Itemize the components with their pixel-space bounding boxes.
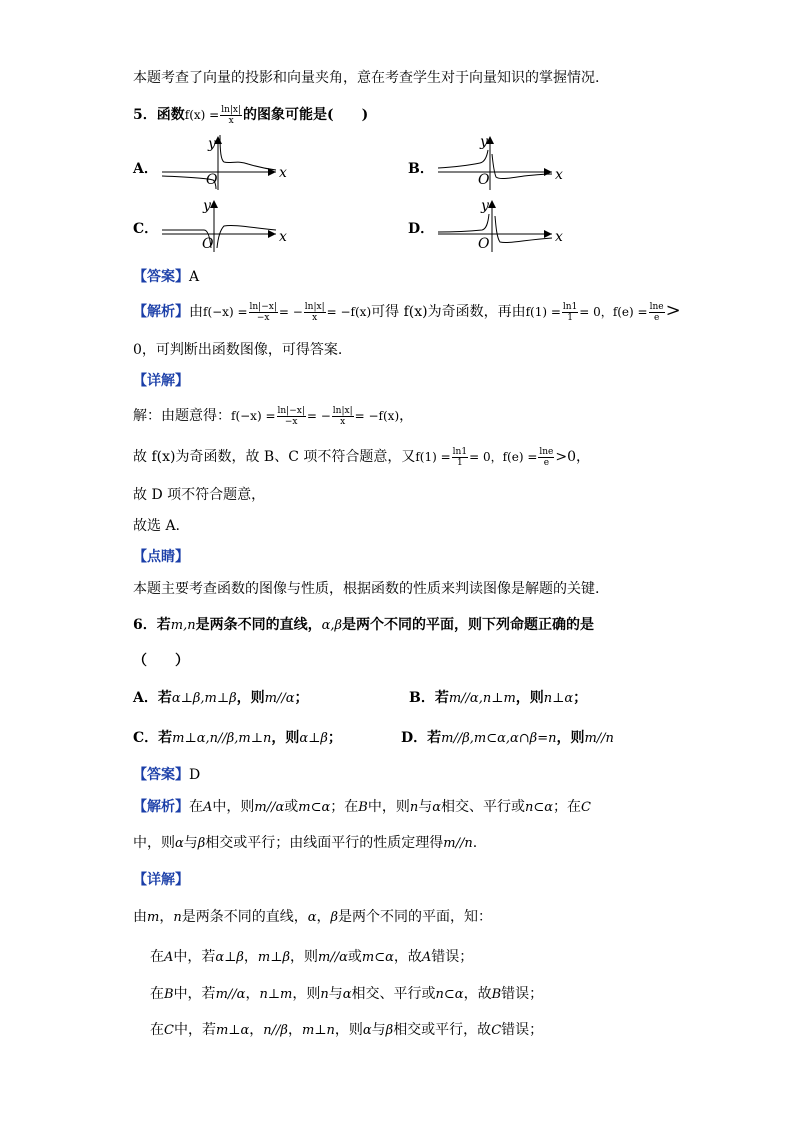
q6-option-d: D．若m//β,m⊂α,α∩β=n，则m//n xyxy=(401,730,614,746)
graph-d-x-label: x xyxy=(555,229,563,245)
answer-5 xyxy=(133,266,199,286)
q5-fx: f(x) = xyxy=(184,108,220,122)
intro-line: 本题考查了向量的投影和向量夹角，意在考查学生对于向量知识的掌握情况. xyxy=(133,70,600,86)
analysis-6-line1: 【解析】在A中，则m//α或m⊂α；在B中，则n与α相交、平行或n⊂α；在C xyxy=(133,799,591,815)
graph-b xyxy=(434,132,574,196)
detail-5-tag: 【详解】 xyxy=(133,373,189,389)
detail-6-row-b: 在B中，若m//α，n⊥m，则n与α相交、平行或n⊂α，故B错误； xyxy=(150,986,544,1002)
detail-5-line4: 故选 A. xyxy=(133,518,181,534)
graph-c-origin: O xyxy=(202,236,214,252)
detail-6-row-a: 在A中，若α⊥β，m⊥β，则m//α或m⊂α，故A错误； xyxy=(150,949,474,965)
graph-d xyxy=(434,194,574,258)
q6-option-c: C．若m⊥α,n//β,m⊥n，则α⊥β； xyxy=(133,730,342,746)
option-a-label: A． xyxy=(133,161,158,177)
question-5 xyxy=(133,104,368,126)
option-b-label: B． xyxy=(408,161,434,177)
answer-5-value: A xyxy=(189,269,200,285)
q5-fraction: $\frac{\ln|x|}{x}$ xyxy=(221,104,242,126)
detail-5-line1: 解：由题意得：f(−x) = $\frac{\ln|-x|}{-x}$ = − $\frac{\ln|x|}{x}$ = −f(x)， xyxy=(133,405,414,427)
graph-b-y-label: y xyxy=(480,134,488,150)
graph-d-origin: O xyxy=(478,236,490,252)
analysis-5-tag: 【解析】 xyxy=(133,304,189,320)
q6-option-a: A．若α⊥β,m⊥β，则m//α； xyxy=(133,690,309,706)
detail-5-line3: 故 D 项不符合题意， xyxy=(133,487,266,503)
option-d-label: D． xyxy=(408,221,435,237)
pointer-5-tag: 【点睛】 xyxy=(133,549,189,565)
graph-c-y-label: y xyxy=(203,198,211,214)
graph-c-x-label: x xyxy=(279,229,287,245)
answer-5-tag: 【答案】 xyxy=(133,269,189,285)
detail-6-row-c: 在C中，若m⊥α，n//β，m⊥n，则α与β相交或平行，故C错误； xyxy=(150,1022,544,1038)
question-6-paren: （ ） xyxy=(133,653,189,669)
detail-5-line2: 故 f(x)为奇函数，故 B、C 项不符合题意，又f(1) = $\frac{\ln 1}{1}$ = 0，f(e) = $\frac{\ln e}{e}$ >0， xyxy=(133,446,591,468)
option-c-label: C． xyxy=(133,221,159,237)
analysis-5-line2: 0，可判断出函数图像，可得答案. xyxy=(133,342,343,358)
graph-c xyxy=(158,194,298,258)
q5-tail: 的图象可能是( ) xyxy=(243,107,369,123)
q5-number: 5．函数 xyxy=(133,107,185,123)
detail-6-line1: 由m，n是两条不同的直线，α，β是两个不同的平面，知： xyxy=(133,909,492,925)
graph-b-origin: O xyxy=(478,172,490,188)
graph-b-x-label: x xyxy=(555,167,563,183)
pointer-5-text: 本题主要考查函数的图像与性质，根据函数的性质来判读图像是解题的关键. xyxy=(133,581,600,597)
analysis-5-line1: 【解析】由f(−x) = $\frac{\ln|-x|}{-x}$ = − $\frac{\ln|x|}{x}$ = −f(x)可得 f(x)为奇函数，再由f(1) = $\frac{\ln 1}{1}$ = 0，f(e) = $\frac{\ln e}{e}$ > xyxy=(133,300,681,323)
answer-6: 【答案】D xyxy=(133,767,201,783)
graph-a xyxy=(158,132,298,196)
graph-d-y-label: y xyxy=(481,198,489,214)
q6-option-b: B．若m//α,n⊥m，则n⊥α； xyxy=(409,690,588,706)
analysis-6-line2: 中，则α与β相交或平行；由线面平行的性质定理得m//n. xyxy=(133,835,478,851)
detail-6-tag: 【详解】 xyxy=(133,872,189,888)
graph-a-origin: O xyxy=(206,172,218,188)
graph-a-x-label: x xyxy=(279,165,287,181)
question-6: 6．若m,n是两条不同的直线，α,β是两个不同的平面，则下列命题正确的是 xyxy=(133,617,595,633)
graph-a-y-label: y xyxy=(208,136,216,152)
